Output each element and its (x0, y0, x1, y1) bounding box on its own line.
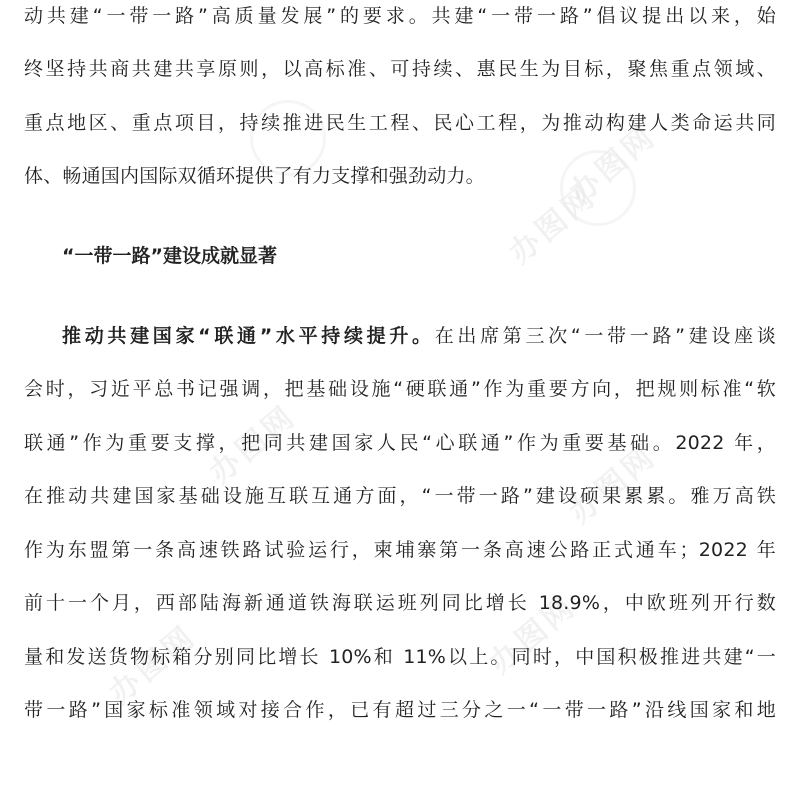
paragraph-line: 作为东盟第一条高速铁路试验运行，柬埔寨第一条高速公路正式通车；2022 年 (24, 539, 776, 561)
paragraph-line: 体、畅通国内国际双循环提供了有力支撑和强劲动力。 (24, 165, 485, 187)
paragraph-line: 重点地区、重点项目，持续推进民生工程、民心工程，为推动构建人类命运共同 (24, 112, 776, 134)
paragraph-lead-rest: 在出席第三次“一带一路”建设座谈 (434, 325, 776, 347)
watermark: 办图网 (482, 588, 584, 681)
paragraph-line: 会时，习近平总书记强调，把基础设施“硬联通”作为重要方向，把规则标准“软 (24, 378, 776, 400)
paragraph-line: 终坚持共商共建共享原则，以高标准、可持续、惠民生为目标，聚焦重点领域、 (24, 58, 776, 80)
paragraph-line (62, 324, 776, 348)
paragraph-lead: 推动共建国家“联通”水平持续提升。 (62, 325, 435, 347)
paragraph-line: 在推动共建国家基础设施互联互通方面，“一带一路”建设硕果累累。雅万高铁 (24, 485, 776, 507)
paragraph-line: 带一路”国家标准领域对接合作，已有超过三分之一“一带一路”沿线国家和地 (24, 699, 776, 721)
watermark: 办图网 (502, 178, 604, 271)
paragraph-line: 量和发送货物标箱分别同比增长 10%和 11%以上。同时，中国积极推进共建“一 (24, 646, 776, 668)
watermark-stamp (560, 150, 636, 226)
watermark: 办图网 (562, 438, 664, 531)
watermark: 办图网 (562, 118, 664, 211)
paragraph-line: 前十一个月，西部陆海新通道铁海联运班列同比增长 18.9%，中欧班列开行数 (24, 592, 776, 614)
watermark: 办图网 (102, 618, 204, 711)
paragraph-line: 动共建“一带一路”高质量发展”的要求。共建“一带一路”倡议提出以来，始 (24, 5, 776, 27)
section-heading: “一带一路”建设成就显著 (62, 245, 277, 267)
paragraph-line: 联通”作为重要支撑，把同共建国家人民“心联通”作为重要基础。2022 年， (24, 432, 776, 454)
watermark: 办图网 (202, 398, 304, 491)
